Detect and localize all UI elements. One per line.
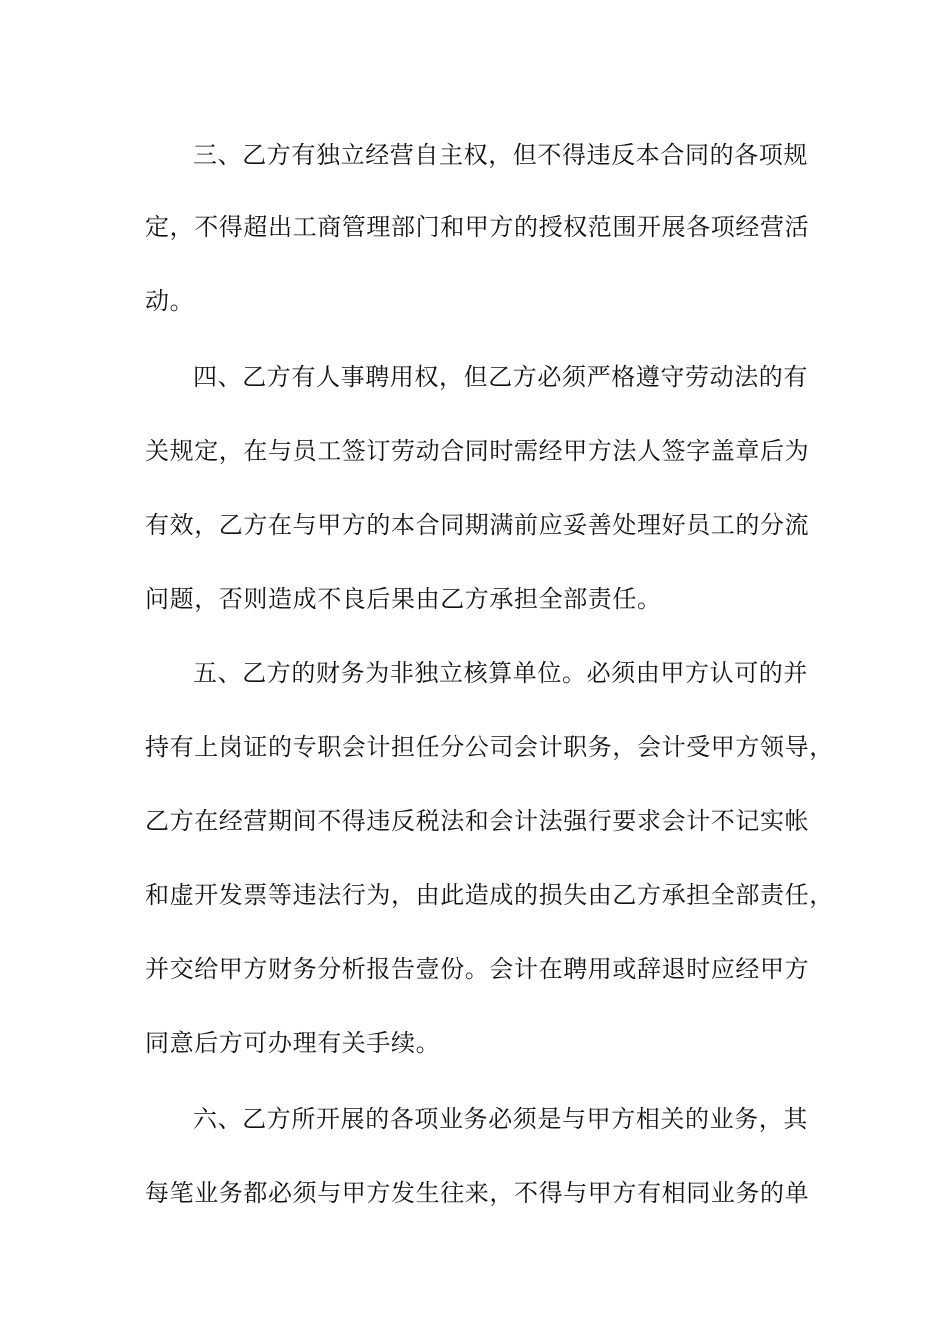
paragraph-4-line-3: 有效，乙方在与甲方的本合同期满前应妥善处理好员工的分流 [145,511,810,539]
paragraph-5-line-1: 五、乙方的财务为非独立核算单位。必须由甲方认可的并 [193,659,808,687]
paragraph-4-line-4: 问题，否则造成不良后果由乙方承担全部责任。 [145,585,662,613]
paragraph-3-line-2: 定，不得超出工商管理部门和甲方的授权范围开展各项经营活 [145,213,810,241]
paragraph-6-line-2: 每笔业务都必须与甲方发生往来，不得与甲方有相同业务的单 [145,1179,810,1207]
paragraph-5-line-3: 乙方在经营期间不得违反税法和会计法强行要求会计不记实帐 [145,807,810,835]
paragraph-5-line-4: 和虚开发票等违法行为，由此造成的损失由乙方承担全部责任， [145,881,834,909]
paragraph-5-line-5: 并交给甲方财务分析报告壹份。会计在聘用或辞退时应经甲方 [145,955,810,983]
paragraph-4-line-2: 关规定，在与员工签订劳动合同时需经甲方法人签字盖章后为 [145,437,810,465]
paragraph-5-line-6: 同意后方可办理有关手续。 [145,1029,441,1057]
paragraph-6-line-1: 六、乙方所开展的各项业务必须是与甲方相关的业务，其 [193,1105,808,1133]
paragraph-3-line-3: 动。 [145,287,195,315]
paragraph-4-line-1: 四、乙方有人事聘用权，但乙方必须严格遵守劳动法的有 [193,363,808,391]
paragraph-3-line-1: 三、乙方有独立经营自主权，但不得违反本合同的各项规 [193,141,808,169]
paragraph-5-line-2: 持有上岗证的专职会计担任分公司会计职务，会计受甲方领导， [145,733,834,761]
